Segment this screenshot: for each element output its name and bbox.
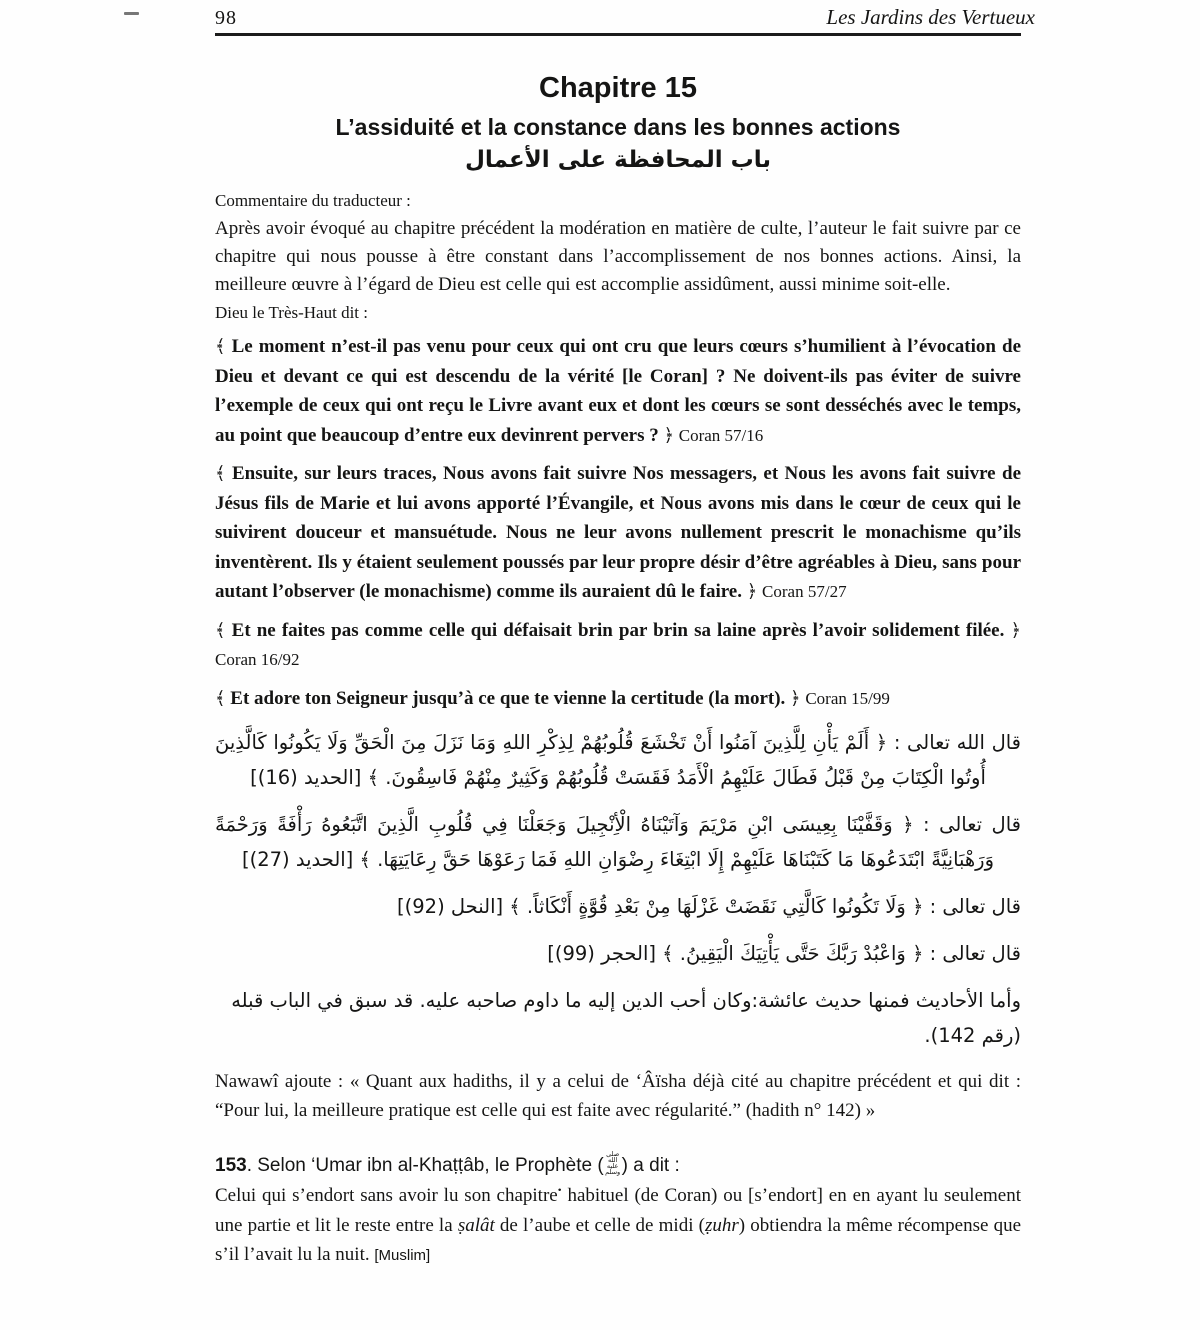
hadith-number: 153 — [215, 1155, 247, 1176]
chapter-title-arabic: باب المحافظة على الأعمال — [464, 147, 772, 173]
hadith-text: habituel (de Coran) ou [s’endort] en en ayant lu seulement une partie et lit le reste entre la — [215, 1185, 1021, 1236]
quote-text: Le moment n’est-il pas venu pour ceux qui ont cru que leurs cœurs s’humilient à l’évocation de Dieu et devant ce qui est descendu de la vérité [le Coran] ? Ne doivent-ils pas éviter de suivre l’exemple de ceux qui ont reçu le Livre avant eux et dont les cœurs se sont desséchés avec le temps, au point que beaucoup d’entre eux devinrent pervers ? — [215, 336, 1021, 446]
hadith-source: [Muslim] — [374, 1247, 431, 1264]
quran-quote-ar-2: قال تعالى : ﴿ وَقَفَّيْنَا بِعِيسَى ابْنِ مَرْيَمَ وَآتَيْنَاهُ الْأِنْجِيلَ وَجَعَلْنَا فِي قُلُوبِ الَّذِينَ اتَّبَعُوهُ رَأْفَةً وَرَحْمَةً وَرَهْبَانِيَّةً ابْتَدَعُوهَا مَا كَتَبْنَاهَا عَلَيْهِمْ إِلَا ابْتِغَاءَ رِضْوَانِ اللهِ فَمَا رَعَوْهَا حَقَّ رِعَايَتِهَا. ﴾ [الحديد (27)] — [215, 813, 1021, 871]
quran-quote-ar-1: قال الله تعالى : ﴿ أَلَمْ يَأْنِ لِلَّذِينَ آمَنُوا أَنْ تَخْشَعَ قُلُوبُهُمْ لِذِكْرِ اللهِ وَمَا نَزَلَ مِنَ الْحَقِّ وَلَا يَكُونُوا كَالَّذِينَ أُوتُوا الْكِتَابَ مِنْ قَبْلُ فَطَالَ عَلَيْهِمُ الْأَمَدُ فَقَسَتْ قُلُوبُهُمْ وَكَثِيرٌ مِنْهُمْ فَاسِقُونَ. ﴾ [الحديد (16)] — [215, 731, 1021, 789]
verse-open-ornament-icon: ﴾ — [215, 336, 226, 357]
quote-reference: Coran 16/92 — [215, 650, 300, 669]
translator-commentary-body: Après avoir évoqué au chapitre précédent la modération en matière de culte, l’auteur le fait suivre par ce chapitre qui nous pousse à être constant dans l’accomplissement de nos bonnes actions. Ainsi, la meilleure œuvre à l’égard de Dieu est celle qui est accomplie assidûment, aussi minime soit-elle. — [215, 218, 1021, 295]
sws-calligraphy-symbol: صلى الله عليه وسلم — [605, 1150, 621, 1176]
quran-quote-ar-3: قال تعالى : ﴿ وَلَا تَكُونُوا كَالَّتِي نَقَضَتْ غَزْلَهَا مِنْ بَعْدِ قُوَّةٍ أَنْكَاثاً. ﴾ [النحل (92)] — [397, 895, 1021, 918]
verse-close-ornament-icon: ﴿ — [790, 687, 801, 709]
god-says-heading: Dieu le Très-Haut dit : — [215, 303, 368, 322]
verse-open-ornament-icon: ﴾ — [215, 687, 226, 709]
page-header — [215, 0, 1035, 30]
chapter-number-heading: Chapitre 15 — [539, 72, 697, 104]
quran-quote-fr-4 — [215, 684, 1021, 714]
scan-artifact-dash — [124, 12, 139, 15]
translator-commentary-heading: Commentaire du traducteur : — [215, 191, 411, 210]
page-content — [215, 0, 1035, 1271]
verse-close-ornament-icon: ﴿ — [1010, 619, 1022, 641]
quran-quote-fr-3 — [215, 616, 1021, 675]
quran-quote-fr-2 — [215, 459, 1021, 607]
verse-open-ornament-icon: ﴾ — [215, 619, 226, 641]
verse-open-ornament-icon: ﴾ — [215, 463, 226, 484]
verse-close-ornament-icon: ﴿ — [663, 424, 675, 446]
term-zuhr: ẓuhr — [705, 1214, 739, 1236]
glossary-asterisk: • — [557, 1184, 562, 1197]
book-title: Les Jardins des Vertueux — [826, 5, 1035, 29]
quran-quote-fr-1 — [215, 332, 1021, 450]
hadith-note-arabic: وأما الأحاديث فمنها حديث عائشة:وكان أحب الدين إليه ما داوم صاحبه عليه. قد سبق في الباب قبله (رقم 142). — [231, 989, 1021, 1047]
chapter-title-french: L’assiduité et la constance dans les bonnes actions — [335, 114, 901, 140]
hadith-intro-end: ) a dit : — [621, 1155, 680, 1176]
hadith-text: de l’aube et celle de midi ( — [494, 1214, 705, 1236]
hadith-153-heading — [215, 1151, 1021, 1177]
verse-close-ornament-icon: ﴿ — [746, 581, 758, 602]
term-salat: ṣalât — [457, 1214, 495, 1236]
quran-quote-ar-4: قال تعالى : ﴿ وَاعْبُدْ رَبَّكَ حَتَّى يَأْتِيَكَ الْيَقِينُ. ﴾ [الحجر (99)] — [547, 942, 1021, 965]
quote-reference: Coran 57/27 — [762, 582, 847, 601]
quote-text: Et adore ton Seigneur jusqu’à ce que te vienne la certitude (la mort). — [230, 687, 786, 709]
hadith-intro: . Selon ‘Umar ibn al-Khaṭṭâb, le Prophète ( — [246, 1155, 604, 1176]
quote-reference: Coran 15/99 — [805, 688, 890, 708]
page-number: 98 — [215, 7, 237, 29]
nawawi-note: Nawawî ajoute : « Quant aux hadiths, il y a celui de ‘Âïsha déjà cité au chapitre précédent et qui dit : “Pour lui, la meilleure pratique est celle qui est faite avec régularité.” (hadith n° 142) » — [215, 1071, 1021, 1121]
header-rule — [215, 33, 1021, 36]
hadith-text: Celui qui s’endort sans avoir lu son chapitre — [215, 1185, 558, 1206]
quote-text: Ensuite, sur leurs traces, Nous avons fait suivre Nos messagers, et Nous les avons fait suivre de Jésus fils de Marie et lui avons apporté l’Évangile, et Nous avons mis dans le cœur de ceux qui le suivirent douceur et mansuétude. Nous ne leur avons nullement prescrit le monachisme qu’ils inventèrent. Ils y étaient seulement poussés par leur propre désir d’être agréables à Dieu, sans pour autant l’observer (le monachisme) comme ils auraient dû le faire. — [215, 463, 1021, 602]
hadith-153-body — [215, 1181, 1021, 1271]
quote-text: Et ne faites pas comme celle qui défaisait brin par brin sa laine après l’avoir solidement filée. — [231, 619, 1005, 641]
hadith-text: ) obtiendra la même récompense que s’il l’avait lu la nuit. — [215, 1214, 1021, 1265]
quote-reference: Coran 57/16 — [678, 425, 764, 445]
